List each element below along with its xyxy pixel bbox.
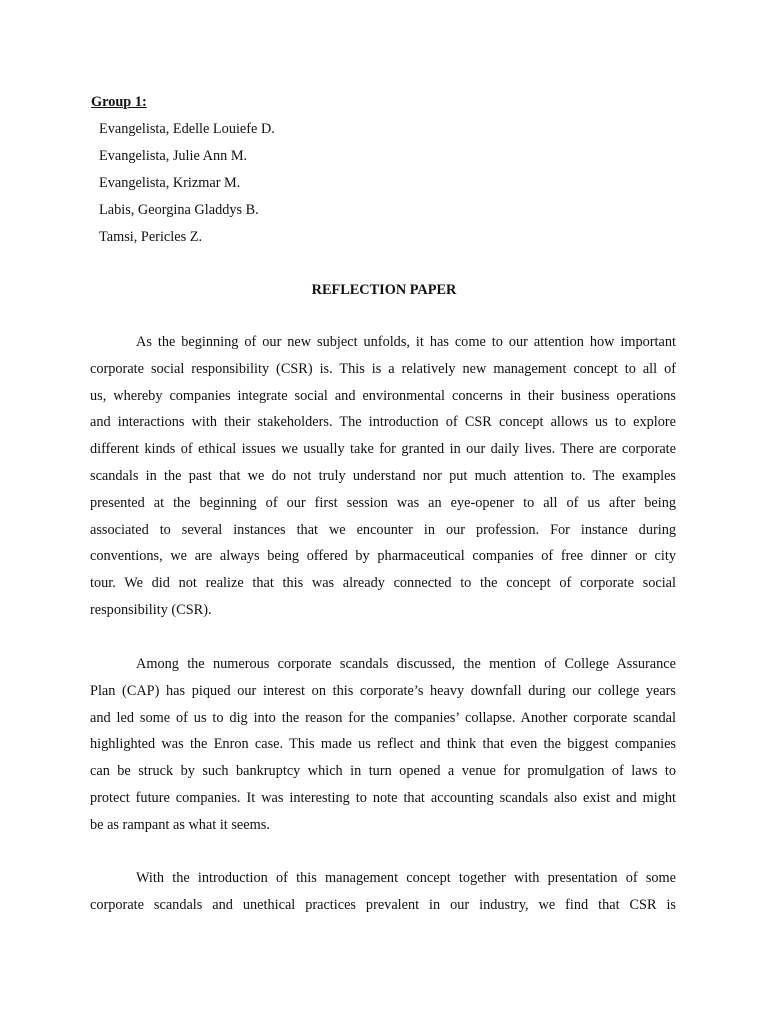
text-line: protect future companies. It was interesting to note that accounting scandals also exist and might <box>90 789 676 806</box>
text-line: us, whereby companies integrate social and environmental concerns in their business operations <box>90 387 676 404</box>
text-line: different kinds of ethical issues we usually take for granted in our daily lives. There are corporate <box>90 441 676 458</box>
text-line: conventions, we are always being offered by pharmaceutical companies of free dinner or city <box>90 548 676 565</box>
paragraph-3 <box>90 865 676 919</box>
group-header: Group 1: <box>91 94 147 110</box>
text-line: corporate scandals and unethical practices prevalent in our industry, we find that CSR is <box>90 896 676 913</box>
paper-title: REFLECTION PAPER <box>311 282 457 298</box>
text-line: highlighted was the Enron case. This made us reflect and think that even the biggest companies <box>90 736 676 753</box>
text-line: Plan (CAP) has piqued our interest on this corporate’s heavy downfall during our college years <box>90 682 676 699</box>
text-line: associated to several instances that we encounter in our profession. For instance during <box>90 521 676 538</box>
member-list <box>99 116 275 251</box>
text-line: be as rampant as what it seems. <box>90 816 270 833</box>
member-name: Evangelista, Julie Ann M. <box>99 148 248 164</box>
text-line: and led some of us to dig into the reason for the companies’ collapse. Another corporate scandal <box>90 709 676 726</box>
text-line: scandals in the past that we do not truly understand nor put much attention to. The examples <box>90 467 676 484</box>
text-line: can be struck by such bankruptcy which in turn opened a venue for promulgation of laws to <box>90 763 676 780</box>
member-name: Evangelista, Krizmar M. <box>99 175 241 191</box>
text-line: responsibility (CSR). <box>90 601 212 618</box>
text-line: presented at the beginning of our first session was an eye-opener to all of us after being <box>90 494 676 511</box>
text-line: corporate social responsibility (CSR) is. This is a relatively new management concept to all of <box>90 360 676 377</box>
member-name: Tamsi, Pericles Z. <box>99 229 203 245</box>
text-line: With the introduction of this management concept together with presentation of some <box>136 870 676 886</box>
text-line: Among the numerous corporate scandals discussed, the mention of College Assurance <box>136 656 676 672</box>
paragraph-2 <box>90 651 676 839</box>
text-line: tour. We did not realize that this was already connected to the concept of corporate social <box>90 575 676 592</box>
member-name: Evangelista, Edelle Louiefe D. <box>99 121 275 137</box>
text-line: As the beginning of our new subject unfolds, it has come to our attention how important <box>136 334 676 350</box>
text-line: and interactions with their stakeholders. The introduction of CSR concept allows us to explore <box>90 414 676 431</box>
member-name: Labis, Georgina Gladdys B. <box>99 202 259 218</box>
paragraph-1 <box>90 329 676 624</box>
